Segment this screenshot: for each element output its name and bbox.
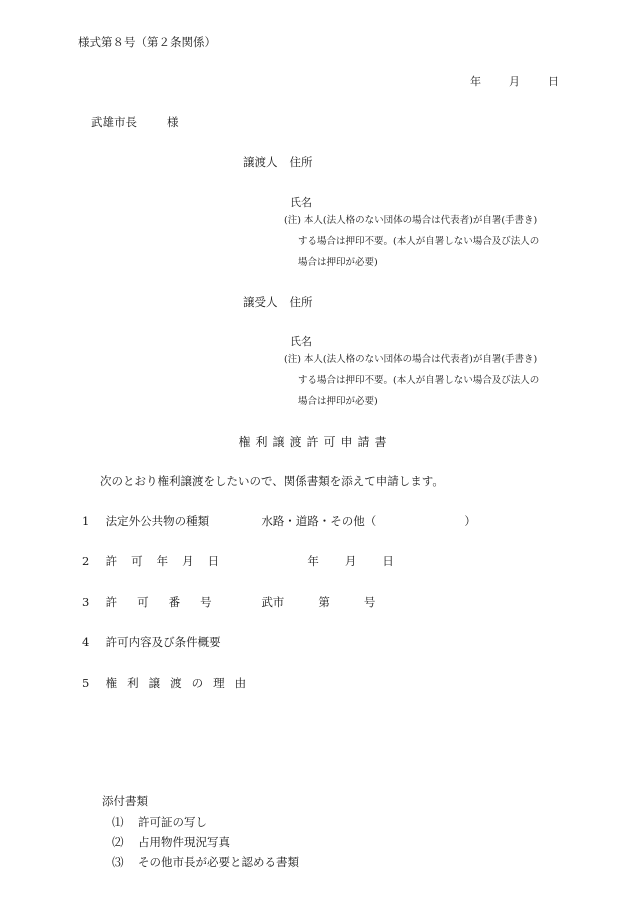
item-1 <box>82 515 476 529</box>
transferor-note-line: (注) 本人(法人格のない団体の場合は代表者)が自署(手書き) <box>284 215 538 226</box>
attachment-item <box>112 836 230 850</box>
item-label: 法定外公共物の種類 <box>105 514 210 528</box>
transferor-note-line: 場合は押印が必要) <box>298 257 378 268</box>
attachment-item <box>112 816 207 830</box>
attachment-number: ⑶ <box>112 855 124 869</box>
attachment-number: ⑵ <box>112 835 124 849</box>
addressee <box>91 116 179 130</box>
attachment-item <box>112 856 299 870</box>
document-title: 権利譲渡許可申請書 <box>238 435 392 449</box>
item-number: 2 <box>82 554 90 568</box>
date-line <box>470 75 559 88</box>
transferor-address-label: 住所 <box>289 155 313 169</box>
item-4 <box>82 636 221 650</box>
item-value-close: ） <box>464 514 476 528</box>
item-2 <box>82 555 394 569</box>
transferee-note-line: (注) 本人(法人格のない団体の場合は代表者)が自署(手書き) <box>284 354 538 365</box>
item-number: 3 <box>82 595 90 609</box>
form-number: 様式第８号（第２条関係） <box>78 35 216 49</box>
date-year: 年 <box>470 75 481 88</box>
attachment-number: ⑴ <box>112 815 124 829</box>
addressee-honorific: 様 <box>167 115 179 129</box>
transferor-label <box>243 156 313 170</box>
item-year: 年 <box>307 554 319 568</box>
transferee-title: 譲受人 <box>243 295 278 309</box>
item-day: 日 <box>382 554 394 568</box>
item-label: 許可番号 <box>105 595 232 609</box>
item-number: 1 <box>82 514 90 528</box>
attachment-text: 占用物件現況写真 <box>138 835 230 849</box>
transferee-label <box>243 296 313 310</box>
item-go: 号 <box>363 595 376 609</box>
item-label: 権利譲渡の理由 <box>105 676 257 690</box>
item-3 <box>82 596 375 610</box>
item-5 <box>82 677 256 691</box>
intro-text: 次のとおり権利譲渡をしたいので、関係書類を添えて申請します。 <box>100 474 444 488</box>
attachment-text: その他市長が必要と認める書類 <box>138 855 299 869</box>
item-city: 武市 <box>261 595 285 609</box>
transferor-title: 譲渡人 <box>243 155 278 169</box>
transferee-note-line: 場合は押印が必要) <box>298 396 378 407</box>
attachment-text: 許可証の写し <box>138 815 207 829</box>
item-number: 4 <box>82 635 90 649</box>
transferee-note-line: する場合は押印不要。(本人が自署しない場合及び法人の <box>298 375 540 386</box>
transferee-address-label: 住所 <box>289 295 313 309</box>
date-day: 日 <box>548 75 559 88</box>
attachments-title: 添付書類 <box>102 794 148 808</box>
addressee-name: 武雄市長 <box>91 115 137 129</box>
item-number: 5 <box>82 676 90 690</box>
item-label: 許可内容及び条件概要 <box>105 635 221 649</box>
transferee-note <box>284 349 539 412</box>
transferor-note <box>284 210 539 273</box>
item-month: 月 <box>344 554 357 568</box>
date-month: 月 <box>509 75 520 88</box>
item-value: 水路・道路・その他（ <box>261 514 377 528</box>
transferee-name-label: 氏名 <box>290 335 312 348</box>
transferor-name-label: 氏名 <box>290 196 312 209</box>
item-label: 許可年月日 <box>105 554 234 568</box>
item-dai: 第 <box>318 595 330 609</box>
transferor-note-line: する場合は押印不要。(本人が自署しない場合及び法人の <box>298 236 540 247</box>
